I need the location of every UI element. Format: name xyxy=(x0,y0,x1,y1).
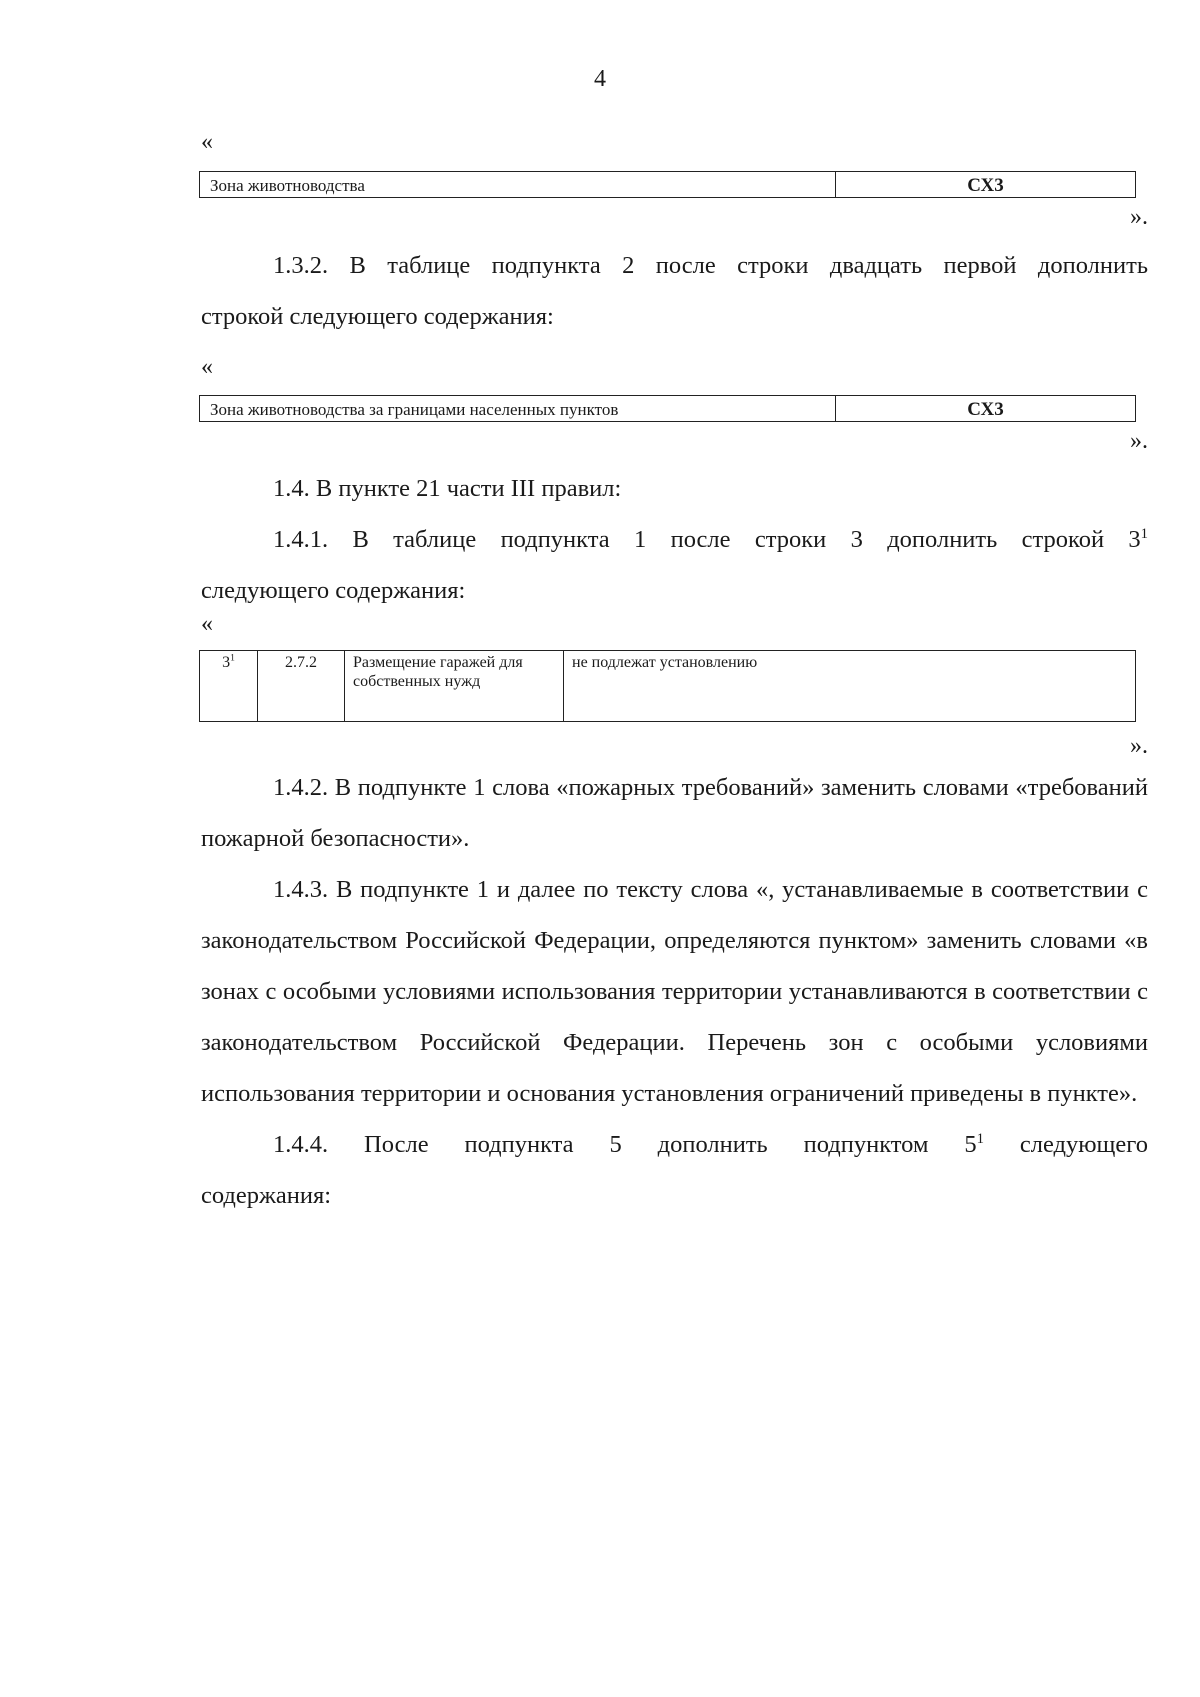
paragraph-line: 1.4. В пункте 21 части III правил: xyxy=(273,475,622,502)
superscript: 1 xyxy=(230,652,235,664)
paragraph-text: 1.4.4. После подпункта 5 дополнить подпунктом 5 xyxy=(273,1131,977,1158)
use-code-cell: 2.7.2 xyxy=(258,651,345,722)
table-row xyxy=(200,396,1136,422)
table-row xyxy=(200,651,1136,722)
open-quote: « xyxy=(201,611,213,637)
paragraph-1-4 xyxy=(201,463,1148,616)
regulation-table xyxy=(199,650,1136,722)
paragraph-text: 1.4.1. В таблице подпункта 1 после строки 3 дополнить строкой 3 xyxy=(273,526,1141,553)
paragraph-block-1-4-2-to-1-4-4 xyxy=(201,762,1148,1221)
paragraph-line: 1.3.2. В таблице подпункта 2 после строки двадцать первой дополнить xyxy=(273,252,1148,279)
paragraph-line: следующего содержания: xyxy=(201,577,466,604)
superscript: 1 xyxy=(1140,525,1148,542)
superscript: 1 xyxy=(976,1130,984,1147)
paragraph-1-4-3: 1.4.3. В подпункте 1 и далее по тексту слова «, устанавливаемые в соответствии с законодательством Российской Федерации, определяются пунктом» заменить словами «в зонах с особыми условиями использования территории устанавливаются в соответствии с законодательством Российской Федерации. Перечень зон с особыми условиями использования территории и основания установления ограничений приведены в пункте». xyxy=(201,876,1148,1107)
paragraph-1-4-1 xyxy=(201,514,1148,565)
zone-table-livestock-outside xyxy=(199,395,1136,422)
close-quote: ». xyxy=(1130,204,1148,230)
zone-table-livestock xyxy=(199,171,1136,198)
paragraph-1-4-2: 1.4.2. В подпункте 1 слова «пожарных требований» заменить словами «требований пожарной безопасности». xyxy=(201,774,1148,852)
paragraph-line: строкой следующего содержания: xyxy=(201,303,554,330)
row-number-cell: $3^1$ xyxy=(200,651,258,722)
open-quote: « xyxy=(201,129,213,155)
table-row xyxy=(200,172,1136,198)
paragraph-text: следующего xyxy=(983,1131,1148,1158)
close-quote: ». xyxy=(1130,733,1148,759)
page-number: 4 xyxy=(594,66,606,92)
zone-name-cell: Зона животноводства за границами населенных пунктов xyxy=(200,396,836,422)
open-quote: « xyxy=(201,354,213,380)
use-name-cell: Размещение гаражей для собственных нужд xyxy=(345,651,564,722)
regulation-cell: не подлежат установлению xyxy=(564,651,1136,722)
paragraph-line: содержания: xyxy=(201,1182,332,1209)
zone-code-cell: СХ3 xyxy=(836,172,1136,198)
zone-name-cell: Зона животноводства xyxy=(200,172,836,198)
paragraph-1-4-4 xyxy=(201,1119,1148,1170)
zone-code-cell: СХ3 xyxy=(836,396,1136,422)
paragraph-1-3-2 xyxy=(201,240,1148,342)
close-quote: ». xyxy=(1130,428,1148,454)
